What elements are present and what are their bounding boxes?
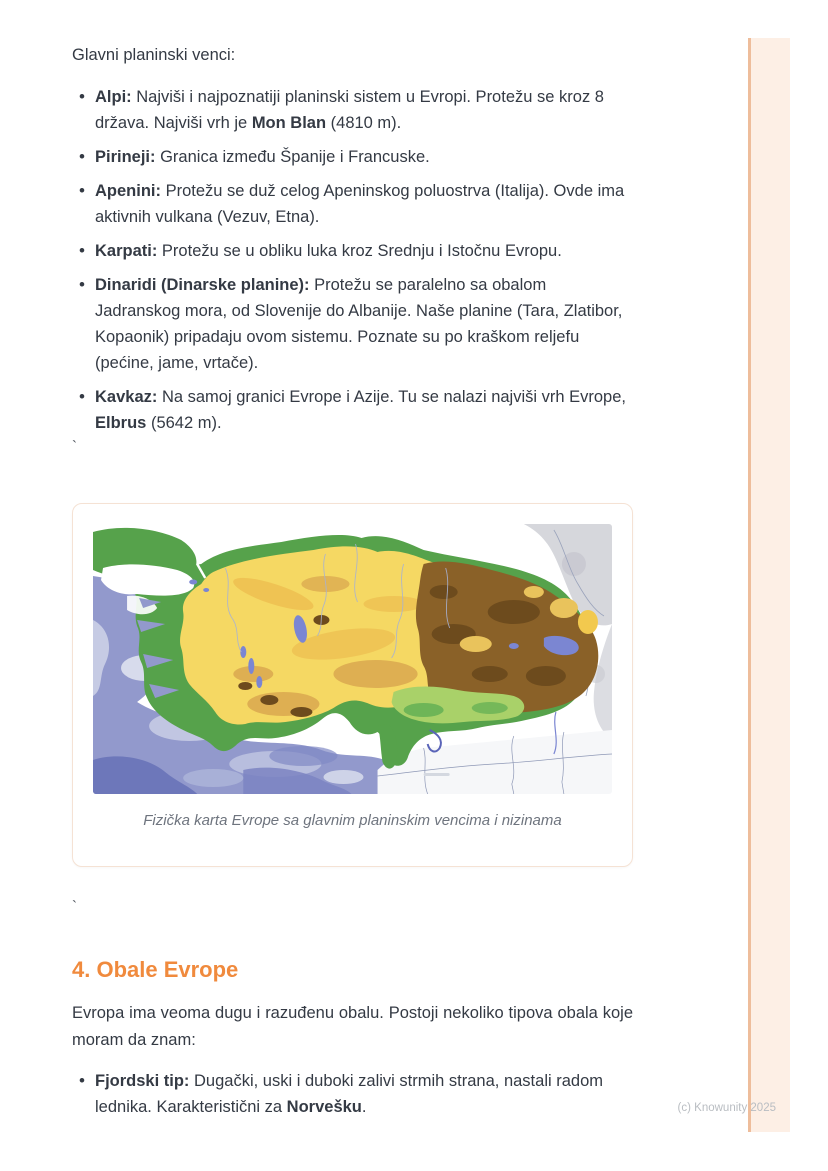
section-paragraph: Evropa ima veoma dugu i razuđenu obalu. Postoji nekoliko tipova obala koje moram da znam: (72, 1004, 633, 1049)
europe-physical-map (93, 524, 612, 794)
next-page-edge (748, 38, 790, 1132)
item-text-tail: (5642 m). (146, 414, 222, 432)
item-text: Najviši i najpoznatiji planinski sistem u Evropi. Protežu se kroz 8 država. Najviši vrh je (95, 88, 604, 132)
stray-backtick: ` (72, 898, 77, 915)
list-item-fjordski-tip (95, 1068, 633, 1120)
item-text: Granica između Španije i Francuske. (155, 148, 430, 166)
term: Karpati: (95, 242, 158, 260)
term: Apenini: (95, 182, 161, 200)
item-text: Protežu se paralelno sa obalom Jadranskog mora, od Slovenije do Albanije. Naše planine (Tara, Zlatibor, Kopaonik) pripadaju ovom sistemu. Poznate su po kraškom reljefu (pećine, jame, vrtače). (95, 276, 623, 372)
item-text-tail: . (361, 1098, 367, 1116)
term: Alpi: (95, 88, 132, 106)
physical-map-image (93, 524, 612, 794)
list-item-dinaridi (95, 272, 633, 376)
item-text: Protežu se duž celog Apeninskog poluostrva (Italija). Ovde ima aktivnih vulkana (Vezuv, Etna). (95, 182, 625, 226)
term: Pirineji: (95, 148, 156, 166)
figure-caption: Fizička karta Evrope sa glavnim planinskim vencima i nizinama (143, 812, 562, 829)
term-secondary: Mon Blan (251, 114, 327, 132)
map-figure-card (72, 503, 633, 867)
mountain-ranges-section (72, 84, 633, 444)
copyright-footer: (c) Knowunity 2025 (677, 1102, 776, 1114)
term-secondary: Elbrus (95, 414, 147, 432)
list-item-pirineji (95, 144, 633, 170)
intro-line: Glavni planinski venci: (72, 46, 236, 64)
term: Kavkaz: (95, 388, 158, 406)
item-text: Protežu se u obliku luka kroz Srednju i Istočnu Evropu. (157, 242, 562, 260)
list-item-karpati (95, 238, 633, 264)
item-text: Dugački, uski i duboki zalivi strmih strana, nastali radom lednika. Karakteristični za (95, 1072, 604, 1116)
coast-types-section (72, 1068, 633, 1128)
item-text-tail: (4810 m). (326, 114, 402, 132)
list-item-alpi (95, 84, 633, 136)
term: Fjordski tip: (95, 1072, 190, 1090)
term-secondary: Norvešku (286, 1098, 362, 1116)
item-text: Na samoj granici Evrope i Azije. Tu se nalazi najviši vrh Evrope, (157, 388, 626, 406)
term: Dinaridi (Dinarske planine): (95, 276, 310, 294)
mountain-ranges-list (72, 84, 633, 436)
stray-backtick: ` (72, 438, 77, 455)
list-item-kavkaz (95, 384, 633, 436)
list-item-apenini (95, 178, 633, 230)
coast-types-list (72, 1068, 633, 1120)
section-heading-obale-evrope: 4. Obale Evrope (72, 957, 239, 982)
